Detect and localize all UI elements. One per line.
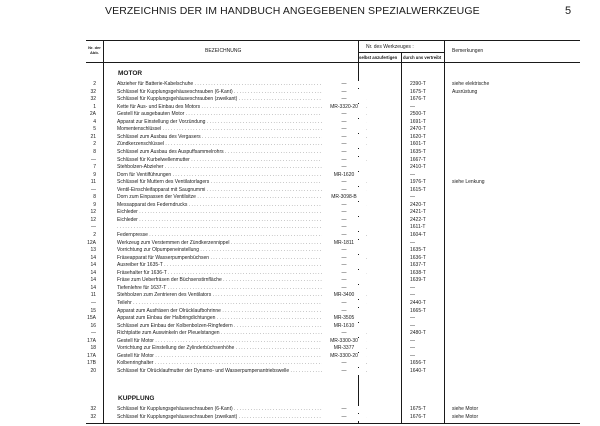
row-tool-supplied: 1615-T	[410, 186, 426, 193]
row-tool-supplied: 1635-T	[410, 247, 426, 254]
row-tool-supplied: 1604-T	[410, 232, 426, 238]
row-tool-supplied: —	[410, 322, 415, 329]
row-nr: 2	[93, 232, 96, 238]
row-description: Fräseapparat für Wasserpumpenbüchsen . . .	[117, 255, 367, 262]
table-row	[60, 360, 580, 367]
table-row	[60, 368, 580, 375]
table-row	[60, 247, 580, 254]
row-nr: 12	[90, 209, 96, 216]
row-tool-own: —	[322, 187, 366, 194]
row-tool-own: MR-3300-30	[322, 338, 366, 345]
row-description: Schlüssel zum Ausbau des Vergasers . . .	[117, 134, 367, 141]
table-row	[60, 292, 580, 299]
row-tool-own: —	[322, 368, 366, 375]
row-description: Eichleder . . .	[117, 209, 367, 216]
row-description: Schlüssel zum Ausbau des Auspuffsammelrohrs . . .	[117, 149, 367, 156]
table-row	[60, 330, 580, 337]
row-tool-supplied: 2440-T	[410, 299, 426, 306]
section-kupplung: KUPPLUNG	[118, 395, 155, 402]
row-tool-supplied: 2422-T	[410, 216, 426, 223]
row-remark: siehe elektrische	[452, 81, 490, 87]
row-tool-supplied: 1640-T	[410, 367, 426, 374]
row-nr: 12	[90, 216, 96, 223]
row-nr: 16	[90, 322, 96, 329]
row-nr: 20	[90, 367, 96, 374]
row-remark: siehe Motor	[452, 413, 479, 420]
header-bottom-border	[86, 62, 580, 63]
row-nr: 14	[90, 254, 96, 261]
row-description: Apparat zum Einbau der Halbringdichtungen . . .	[117, 315, 367, 322]
row-remark: Ausrüstung	[452, 88, 478, 95]
row-description: Gestell für ausgebauten Motor . . .	[117, 111, 367, 118]
col-header-nr: Nr. der Abb.	[88, 45, 101, 55]
row-tool-supplied: 1675-T	[410, 406, 426, 412]
row-nr: —	[91, 299, 96, 306]
table-row	[60, 194, 580, 201]
row-tool-own: —	[322, 89, 366, 96]
row-description: Zündkerzenschlüssel . . .	[117, 141, 367, 148]
row-nr: 12A	[87, 239, 96, 246]
row-description: Stehbolzen zum Zentrieren des Ventilators . . .	[117, 292, 367, 299]
table-row	[60, 119, 580, 126]
row-tool-own: —	[322, 308, 366, 315]
row-nr: 15	[90, 307, 96, 314]
row-nr: 11	[90, 179, 96, 186]
row-tool-own: —	[322, 179, 366, 186]
row-tool-own: MR-1620	[322, 172, 366, 179]
row-tool-supplied: 2480-T	[410, 330, 426, 337]
table-row	[60, 406, 580, 413]
row-description: Werkzeug zum Verstemmen der Zündkerzennippel . . .	[117, 240, 367, 247]
row-description: Schlüssel für Ölrücklaufmutter der Dynamo- und Wasserpumpenantriebswelle . . .	[117, 368, 367, 375]
col-header-werkzeug-b: durch uns vertreibt	[403, 55, 442, 60]
row-tool-own: —	[322, 217, 366, 224]
row-nr: 17A	[87, 352, 96, 359]
row-tool-supplied: —	[410, 345, 415, 352]
row-description: Ausreiber für 1635-T . . .	[117, 262, 367, 269]
table-row	[60, 209, 580, 216]
row-tool-own: —	[322, 209, 366, 216]
table-row	[60, 353, 580, 360]
row-tool-own: —	[322, 270, 366, 277]
row-tool-supplied: 1656-T	[410, 360, 426, 367]
row-nr: 9	[93, 171, 96, 178]
row-nr: 21	[90, 133, 96, 140]
table-row	[60, 270, 580, 277]
table-row	[60, 141, 580, 148]
row-tool-supplied: 2470-T	[410, 126, 426, 133]
row-tool-supplied: 1976-T	[410, 179, 426, 186]
row-nr: 2A	[89, 111, 96, 118]
row-tool-supplied: 1636-T	[410, 254, 426, 261]
table-row	[60, 126, 580, 133]
row-tool-supplied: 2500-T	[410, 111, 426, 118]
row-nr: 13	[90, 247, 96, 254]
row-tool-own: —	[322, 300, 366, 307]
row-description: Schlüssel für Kupplungsgehäuseschrauben (6-Kant) . . .	[117, 89, 367, 96]
row-tool-supplied: —	[410, 284, 415, 291]
row-nr: 14	[90, 277, 96, 284]
col-header-bezeichnung: BEZEICHNUNG	[205, 48, 242, 54]
row-description: Schlüssel für Kupplungsgehäuseschrauben (6-Kant) . . .	[117, 406, 367, 413]
row-nr: 32	[90, 88, 96, 95]
row-tool-supplied: 2390-T	[410, 81, 426, 87]
row-tool-own: MR-3505	[322, 315, 366, 322]
row-tool-own: —	[322, 126, 366, 133]
row-nr: 32	[90, 413, 96, 420]
row-description: Ventil-Einschleifapparat mit Saugnummi . . .	[117, 187, 367, 194]
row-nr: 11	[90, 292, 96, 299]
col-header-bemerkungen: Bemerkungen	[452, 48, 484, 54]
row-tool-own: —	[322, 247, 366, 254]
table-row	[60, 96, 580, 103]
row-description: Schlüssel für Muttern des Ventilatorlagers . . .	[117, 179, 367, 186]
table-row	[60, 315, 580, 322]
row-tool-supplied: 1665-T	[410, 307, 426, 314]
row-description: Richtplatte zum Auswinkeln der Pleuelstangen . . .	[117, 330, 367, 337]
row-description: Schlüssel zum Einbau der Kolbenbolzen-Ringfedern . . .	[117, 323, 367, 330]
row-nr: 8	[93, 194, 96, 201]
row-description: Fräse zum Ueberfräsen der Büchsenstirnfläche . . .	[117, 277, 367, 284]
row-description: Gestell für Motor . . .	[117, 353, 367, 360]
row-description: Abzieher für Batterie-Kabelschuhe . . .	[117, 81, 367, 88]
table-row	[60, 262, 580, 269]
row-tool-own: —	[322, 157, 366, 164]
table-bottom-border	[86, 423, 580, 424]
table-row	[60, 224, 580, 231]
row-description: Dorn zum Einpassen der Ventilsitze . . .	[117, 194, 367, 201]
row-tool-own: —	[322, 164, 366, 171]
row-nr: 14	[90, 284, 96, 291]
table-row	[60, 323, 580, 330]
row-remark: siehe Lenkung	[452, 179, 485, 186]
row-nr: —	[91, 224, 96, 231]
row-nr: 17A	[87, 337, 96, 344]
row-nr: 15A	[87, 315, 96, 322]
row-tool-own: MR-3320-20	[322, 104, 366, 111]
row-tool-supplied: 2420-T	[410, 201, 426, 208]
row-description: Kette für Aus- und Einbau des Motors . . .	[117, 104, 367, 111]
table-row	[60, 164, 580, 171]
row-tool-supplied: 1676-T	[410, 413, 426, 420]
row-nr: 17B	[87, 360, 96, 367]
table-row	[60, 179, 580, 186]
row-tool-own: —	[322, 262, 366, 269]
row-description: Stehbolzen-Abzieher . . .	[117, 164, 367, 171]
row-description: Gestell für Motor . . .	[117, 338, 367, 345]
row-description: Apparat zur Einstellung der Vorzündung . . .	[117, 119, 367, 126]
row-tool-supplied: —	[410, 239, 415, 246]
table-row	[60, 202, 580, 209]
row-tool-supplied: —	[410, 352, 415, 359]
row-description: Schlüssel für Kurbelwellenmutter . . .	[117, 157, 367, 164]
row-tool-own: —	[322, 330, 366, 337]
row-tool-own: —	[322, 141, 366, 148]
col-header-werkzeug-a: selbst anzufertigen	[359, 55, 398, 60]
page-number: 5	[565, 5, 572, 17]
row-nr: 14	[90, 269, 96, 276]
row-tool-own: —	[322, 406, 366, 413]
table-row	[60, 240, 580, 247]
row-description: Teilehr . . .	[117, 300, 367, 307]
row-tool-own: MR-1811	[322, 240, 366, 247]
table-row	[60, 81, 580, 88]
row-tool-supplied: 1635-T	[410, 148, 426, 155]
row-description: Fräsehalter für 1636-T . . .	[117, 270, 367, 277]
row-tool-supplied: 2410-T	[410, 164, 426, 171]
row-description: Momentenschlüssel . . .	[117, 126, 367, 133]
row-tool-supplied: —	[410, 103, 415, 110]
table-row	[60, 172, 580, 179]
row-tool-own: —	[322, 255, 366, 262]
table-row	[60, 345, 580, 352]
row-nr: —	[91, 330, 96, 337]
row-tool-supplied: 1637-T	[410, 262, 426, 269]
table-top-border	[86, 40, 580, 41]
row-tool-own: MR-3300-20	[322, 353, 366, 360]
page-title: VERZEICHNIS DER IM HANDBUCH ANGEGEBENEN SPEZIALWERKZEUGE	[105, 5, 480, 17]
row-nr: 18	[90, 345, 96, 352]
table-row	[60, 414, 580, 421]
table-row	[60, 285, 580, 292]
row-tool-own: —	[322, 202, 366, 209]
row-tool-supplied: 1639-T	[410, 277, 426, 284]
row-remark: siehe Motor	[452, 406, 479, 412]
row-tool-own: —	[322, 96, 366, 103]
row-nr: 32	[90, 406, 96, 412]
row-description: Schlüssel für Kupplungsgehäuseschrauben (zweikant) . . .	[117, 96, 367, 103]
table-row	[60, 300, 580, 307]
row-tool-own: —	[322, 81, 366, 88]
section-motor: MOTOR	[118, 70, 143, 77]
row-description: Tiefenlehre für 1637-T . . .	[117, 285, 367, 292]
row-tool-own: —	[322, 285, 366, 292]
row-description: Dorn für Ventilführungen . . .	[117, 172, 367, 179]
table-row	[60, 217, 580, 224]
table-row	[60, 255, 580, 262]
row-nr: 1	[93, 103, 96, 110]
row-tool-own: —	[322, 134, 366, 141]
row-description: Apparat zum Ausfräsen der Ölrücklaufbohrinne . . .	[117, 308, 367, 315]
col-header-werkzeug: Nr. des Werkzeuges :	[366, 44, 414, 50]
table-row	[60, 338, 580, 345]
table-row	[60, 187, 580, 194]
row-description: Messapparat des Federndrucks . . .	[117, 202, 367, 209]
row-tool-supplied: 1620-T	[410, 133, 426, 140]
row-description: Kolbenringhalter . . .	[117, 360, 367, 367]
row-nr: 4	[93, 118, 96, 125]
row-nr: 9	[93, 201, 96, 208]
row-tool-supplied: —	[410, 315, 415, 322]
row-tool-supplied: 1601-T	[410, 141, 426, 148]
table-row	[60, 149, 580, 156]
row-tool-own: MR-1610	[322, 323, 366, 330]
row-tool-own: —	[322, 414, 366, 421]
row-nr: —	[91, 186, 96, 193]
row-description: Vorrichtung zur Ölpumpeneinstellung . . .	[117, 247, 367, 254]
row-tool-supplied: 1691-T	[410, 118, 426, 125]
row-nr: —	[91, 156, 96, 163]
row-tool-own: —	[322, 232, 366, 239]
table-row	[60, 277, 580, 284]
row-tool-own: MR-3098-B	[322, 194, 366, 201]
row-nr: 14	[90, 262, 96, 269]
table-row	[60, 111, 580, 118]
row-description: Schlüssel für Kupplungsgehäuseschrauben (zweikant) . . .	[117, 414, 367, 421]
row-tool-supplied: —	[410, 337, 415, 344]
table-row	[60, 157, 580, 164]
row-tool-own: —	[322, 277, 366, 284]
row-tool-own: —	[322, 111, 366, 118]
row-tool-own: MR-3400	[322, 292, 366, 299]
row-tool-supplied: 1638-T	[410, 269, 426, 276]
table-row	[60, 104, 580, 111]
table-row	[60, 232, 580, 239]
row-tool-supplied: —	[410, 194, 415, 201]
row-nr: 7	[93, 164, 96, 171]
row-nr: 2	[93, 141, 96, 148]
row-tool-supplied: —	[410, 292, 415, 299]
row-description: Vorrichtung zur Einstellung der Zylinderbüchsenhöhe . . .	[117, 345, 367, 352]
row-nr: 32	[90, 96, 96, 103]
row-tool-supplied: 1667-T	[410, 156, 426, 163]
row-tool-supplied: 1676-T	[410, 96, 426, 103]
row-tool-own: —	[322, 149, 366, 156]
table-row	[60, 134, 580, 141]
row-tool-supplied: —	[410, 171, 415, 178]
row-description: Federnpresse . . .	[117, 232, 367, 239]
row-description: Eichleder . . .	[117, 217, 367, 224]
row-nr: 8	[93, 148, 96, 155]
row-tool-supplied: 1611-T	[410, 224, 426, 231]
table-row	[60, 89, 580, 96]
row-tool-supplied: 2421-T	[410, 209, 426, 216]
table-row	[60, 308, 580, 315]
row-tool-own: —	[322, 360, 366, 367]
row-nr: 2	[93, 81, 96, 87]
row-tool-own: —	[322, 119, 366, 126]
row-nr: 5	[93, 126, 96, 133]
row-tool-own: —	[322, 224, 366, 231]
row-tool-supplied: 1675-T	[410, 88, 426, 95]
row-tool-own: MR-3377	[322, 345, 366, 352]
